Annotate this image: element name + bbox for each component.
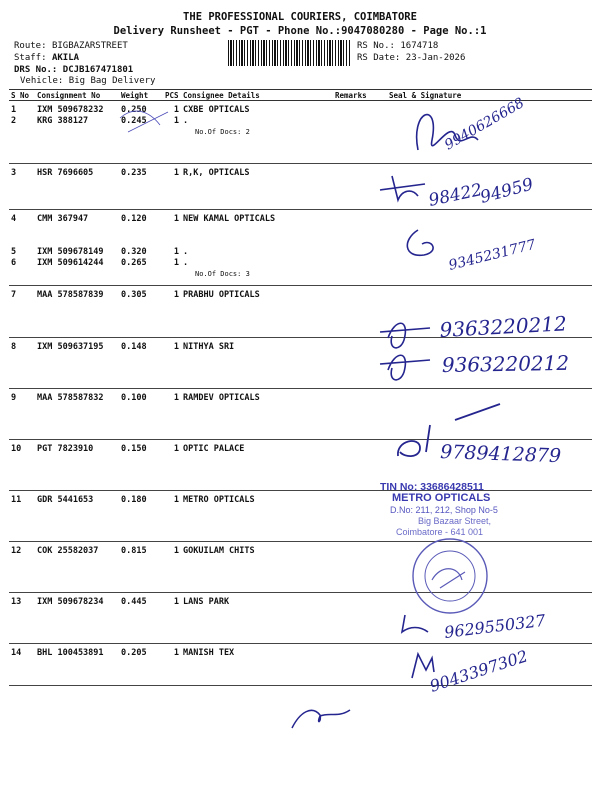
docs-count: No.Of Docs: 3 bbox=[195, 270, 250, 278]
stamp-line-3: D.No: 211, 212, Shop No-5 bbox=[390, 505, 498, 515]
cell-consignee-value bbox=[183, 236, 331, 247]
cell-consignee-value: METRO OPTICALS bbox=[183, 495, 255, 505]
cell-weight-value: 0.148 bbox=[121, 342, 147, 352]
signature-number-13: 9629550327 bbox=[443, 610, 547, 642]
cell-signature bbox=[387, 286, 592, 338]
signature-number-4: 9345231777 bbox=[447, 236, 538, 274]
cell-sno bbox=[9, 389, 35, 440]
cell-consignee bbox=[181, 164, 333, 210]
cell-weight-value: 0.180 bbox=[121, 495, 147, 505]
vehicle-value: Big Bag Delivery bbox=[68, 76, 156, 86]
stamp-line-4: Big Bazaar Street, bbox=[418, 516, 492, 526]
cell-consignee bbox=[181, 286, 333, 338]
cell-pcs bbox=[163, 286, 181, 338]
cell-consignee-value: CXBE OPTICALS bbox=[183, 105, 250, 115]
table-row bbox=[9, 164, 592, 210]
cell-remarks bbox=[333, 389, 387, 440]
cell-weight-value bbox=[121, 225, 161, 236]
cell-sno bbox=[9, 491, 35, 542]
cell-consignee bbox=[181, 491, 333, 542]
cell-pcs bbox=[163, 491, 181, 542]
cell-consignment bbox=[35, 491, 119, 542]
cell-signature bbox=[387, 389, 592, 440]
cell-consignment-value: CMM 367947 bbox=[37, 214, 89, 224]
col-weight: Weight bbox=[119, 90, 163, 101]
cell-consignment bbox=[35, 542, 119, 593]
cell-pcs bbox=[163, 644, 181, 686]
col-consignment: Consignment No bbox=[35, 90, 119, 101]
cell-consignment bbox=[35, 210, 119, 286]
staff-label: Staff: bbox=[14, 53, 47, 63]
cell-consignment-value: MAA 578587839 bbox=[37, 290, 104, 300]
cell-pcs-value: 1 bbox=[173, 116, 179, 126]
table-row bbox=[9, 101, 592, 164]
staff-value: AKILA bbox=[51, 53, 80, 63]
cell-sno-value: 14 bbox=[11, 648, 22, 658]
cell-consignment-value: IXM 509678232 bbox=[37, 105, 104, 115]
docs-count: No.Of Docs: 2 bbox=[195, 128, 250, 136]
cell-sno-value bbox=[11, 225, 33, 236]
cell-consignment bbox=[35, 593, 119, 644]
cell-consignee-value: RAMDEV OPTICALS bbox=[183, 393, 260, 403]
col-remarks: Remarks bbox=[333, 90, 387, 101]
cell-consignment-value: IXM 509637195 bbox=[37, 342, 104, 352]
cell-remarks bbox=[333, 491, 387, 542]
barcode bbox=[228, 40, 350, 66]
cell-consignment bbox=[35, 338, 119, 389]
cell-pcs-value: 1 bbox=[173, 444, 179, 454]
cell-sno bbox=[9, 286, 35, 338]
cell-weight bbox=[119, 542, 163, 593]
cell-pcs-value bbox=[165, 236, 179, 247]
cell-sno bbox=[9, 644, 35, 686]
signature-number-14: 9043397302 bbox=[427, 646, 531, 696]
cell-consignment bbox=[35, 644, 119, 686]
cell-sno bbox=[9, 440, 35, 491]
cell-remarks bbox=[333, 440, 387, 491]
cell-consignee-value: LANS PARK bbox=[183, 597, 230, 607]
cell-consignment-value: COK 25582037 bbox=[37, 546, 99, 556]
route-label: Route: bbox=[14, 41, 47, 51]
cell-weight-value: 0.305 bbox=[121, 290, 147, 300]
table-row bbox=[9, 389, 592, 440]
cell-consignee bbox=[181, 542, 333, 593]
rs-date-line bbox=[357, 53, 465, 63]
signature-number-7: 9363220212 bbox=[439, 311, 568, 342]
cell-consignment bbox=[35, 286, 119, 338]
cell-weight bbox=[119, 286, 163, 338]
cell-weight bbox=[119, 593, 163, 644]
cell-pcs-value bbox=[165, 225, 179, 236]
table-row bbox=[9, 286, 592, 338]
cell-sno-value: 12 bbox=[11, 546, 22, 556]
cell-consignment-value: MAA 578587832 bbox=[37, 393, 104, 403]
cell-sno bbox=[9, 101, 35, 164]
cell-consignment-value: HSR 7696605 bbox=[37, 168, 94, 178]
cell-consignment-value: BHL 100453891 bbox=[37, 648, 104, 658]
cell-remarks bbox=[333, 164, 387, 210]
cell-signature bbox=[387, 101, 592, 164]
signature-number-8: 9363220212 bbox=[441, 350, 570, 377]
cell-signature bbox=[387, 164, 592, 210]
cell-weight-value: 0.815 bbox=[121, 546, 147, 556]
cell-remarks bbox=[333, 542, 387, 593]
cell-weight-value: 0.120 bbox=[121, 214, 147, 224]
signature-number-1: 9940626668 bbox=[442, 95, 528, 154]
signature-number-10: 9789412879 bbox=[439, 441, 562, 468]
route-line bbox=[14, 41, 128, 51]
cell-weight bbox=[119, 101, 163, 164]
cell-pcs bbox=[163, 440, 181, 491]
col-consignee: Consignee Details bbox=[181, 90, 333, 101]
cell-consignment-value bbox=[37, 236, 117, 247]
cell-consignment bbox=[35, 389, 119, 440]
vehicle-line bbox=[20, 76, 155, 86]
signature-number-3a: 98422 bbox=[426, 180, 484, 211]
cell-sno-value: 3 bbox=[11, 168, 17, 178]
rs-no-line bbox=[357, 41, 438, 51]
cell-signature bbox=[387, 491, 592, 542]
cell-consignment bbox=[35, 440, 119, 491]
cell-pcs-value: 1 bbox=[173, 168, 179, 178]
cell-signature bbox=[387, 210, 592, 286]
rs-date-value: 23-Jan-2026 bbox=[405, 53, 466, 63]
stamp-line-2: METRO OPTICALS bbox=[392, 492, 491, 504]
route-value: BIGBAZARSTREET bbox=[51, 41, 128, 51]
cell-weight-value: 0.445 bbox=[121, 597, 147, 607]
cell-consignee-value: PRABHU OPTICALS bbox=[183, 290, 260, 300]
cell-consignment bbox=[35, 101, 119, 164]
cell-weight-value: 0.100 bbox=[121, 393, 147, 403]
cell-consignment-value: IXM 509678149 bbox=[37, 247, 104, 257]
cell-weight-value: 0.250 bbox=[121, 105, 147, 115]
stamp-line-1: TIN No: 33686428511 bbox=[380, 481, 484, 493]
drs-value: DCJB167471801 bbox=[62, 65, 134, 75]
table-row bbox=[9, 210, 592, 286]
cell-consignee bbox=[181, 389, 333, 440]
cell-consignee bbox=[181, 210, 333, 286]
cell-pcs-value: 1 bbox=[173, 105, 179, 115]
cell-pcs-value: 1 bbox=[173, 290, 179, 300]
cell-pcs bbox=[163, 101, 181, 164]
cell-pcs bbox=[163, 164, 181, 210]
cell-weight-value: 0.320 bbox=[121, 247, 147, 257]
cell-sno-value: 9 bbox=[11, 393, 17, 403]
cell-weight bbox=[119, 164, 163, 210]
table-row bbox=[9, 338, 592, 389]
cell-sno-value: 2 bbox=[11, 116, 17, 126]
cell-weight-value: 0.235 bbox=[121, 168, 147, 178]
cell-sno-value bbox=[11, 236, 33, 247]
cell-pcs-value: 1 bbox=[173, 393, 179, 403]
cell-consignee-value: MANISH TEX bbox=[183, 648, 235, 658]
cell-sno-value: 6 bbox=[11, 258, 17, 268]
table-row bbox=[9, 440, 592, 491]
cell-consignee-value: . bbox=[183, 247, 189, 257]
rs-date-label: RS Date: bbox=[357, 53, 401, 63]
cell-pcs-value: 1 bbox=[173, 597, 179, 607]
cell-consignee bbox=[181, 440, 333, 491]
runsheet-subtitle: Delivery Runsheet - PGT - Phone No.:9047080280 - Page No.:1 bbox=[113, 25, 487, 37]
cell-consignment-value: KRG 388127 bbox=[37, 116, 89, 126]
cell-signature bbox=[387, 593, 592, 644]
signature-number-3b: 94959 bbox=[478, 174, 536, 208]
cell-sno-value: 7 bbox=[11, 290, 17, 300]
cell-pcs bbox=[163, 338, 181, 389]
cell-weight-value: 0.150 bbox=[121, 444, 147, 454]
cell-weight bbox=[119, 338, 163, 389]
cell-consignee-value: R,K, OPTICALS bbox=[183, 168, 250, 178]
cell-pcs bbox=[163, 593, 181, 644]
rs-no-label: RS No.: bbox=[357, 41, 395, 51]
cell-weight bbox=[119, 210, 163, 286]
cell-sno bbox=[9, 542, 35, 593]
cell-pcs-value: 1 bbox=[173, 546, 179, 556]
cell-pcs-value: 1 bbox=[173, 495, 179, 505]
table-row bbox=[9, 491, 592, 542]
cell-remarks bbox=[333, 210, 387, 286]
cell-weight bbox=[119, 440, 163, 491]
cell-pcs bbox=[163, 210, 181, 286]
cell-weight bbox=[119, 389, 163, 440]
table-body bbox=[9, 101, 592, 686]
drs-line bbox=[14, 65, 133, 75]
bottom-scribble bbox=[292, 710, 350, 728]
cell-remarks bbox=[333, 101, 387, 164]
cell-consignee-value: . bbox=[183, 116, 189, 126]
cell-consignment-value: GDR 5441653 bbox=[37, 495, 94, 505]
table-row bbox=[9, 593, 592, 644]
cell-remarks bbox=[333, 286, 387, 338]
table-row bbox=[9, 542, 592, 593]
vehicle-label: Vehicle: bbox=[20, 76, 64, 86]
cell-pcs-value: 1 bbox=[173, 342, 179, 352]
cell-weight-value bbox=[121, 236, 161, 247]
cell-sno-value: 11 bbox=[11, 495, 22, 505]
table-row bbox=[9, 644, 592, 686]
rs-no-value: 1674718 bbox=[400, 41, 439, 51]
cell-remarks bbox=[333, 338, 387, 389]
cell-sno bbox=[9, 338, 35, 389]
cell-weight-value: 0.265 bbox=[121, 258, 147, 268]
cell-consignee-value: GOKUILAM CHITS bbox=[183, 546, 255, 556]
col-signature: Seal & Signature bbox=[387, 90, 592, 101]
cell-consignee bbox=[181, 644, 333, 686]
cell-weight-value: 0.245 bbox=[121, 116, 147, 126]
cell-weight bbox=[119, 644, 163, 686]
cell-remarks bbox=[333, 593, 387, 644]
cell-consignee-value: NITHYA SRI bbox=[183, 342, 235, 352]
cell-pcs-value: 1 bbox=[173, 247, 179, 257]
cell-sno bbox=[9, 210, 35, 286]
table-header bbox=[9, 90, 592, 101]
cell-consignment-value: PGT 7823910 bbox=[37, 444, 94, 454]
cell-remarks bbox=[333, 644, 387, 686]
cell-signature bbox=[387, 542, 592, 593]
cell-sno bbox=[9, 593, 35, 644]
cell-consignment-value bbox=[37, 225, 117, 236]
cell-sno-value: 4 bbox=[11, 214, 17, 224]
cell-sno-value: 13 bbox=[11, 597, 22, 607]
cell-sno-value: 8 bbox=[11, 342, 17, 352]
cell-consignee bbox=[181, 101, 333, 164]
cell-signature bbox=[387, 644, 592, 686]
cell-weight-value: 0.205 bbox=[121, 648, 147, 658]
drs-label: DRS No.: bbox=[14, 65, 58, 75]
cell-pcs-value: 1 bbox=[173, 648, 179, 658]
cell-consignee-value: NEW KAMAL OPTICALS bbox=[183, 214, 276, 224]
cell-pcs bbox=[163, 389, 181, 440]
runsheet-table bbox=[9, 89, 592, 686]
cell-pcs-value: 1 bbox=[173, 214, 179, 224]
cell-consignment-value: IXM 509614244 bbox=[37, 258, 104, 268]
cell-consignee-value: OPTIC PALACE bbox=[183, 444, 245, 454]
cell-sno-value: 5 bbox=[11, 247, 17, 257]
stamp-line-5: Coimbatore - 641 001 bbox=[396, 527, 484, 537]
col-sno: S No bbox=[9, 90, 35, 101]
cell-consignment bbox=[35, 164, 119, 210]
cell-weight bbox=[119, 491, 163, 542]
cell-consignee bbox=[181, 338, 333, 389]
cell-sno bbox=[9, 164, 35, 210]
cell-consignee bbox=[181, 593, 333, 644]
cell-pcs-value: 1 bbox=[173, 258, 179, 268]
staff-line bbox=[14, 53, 79, 63]
cell-signature bbox=[387, 440, 592, 491]
cell-consignment-value: IXM 509678234 bbox=[37, 597, 104, 607]
cell-pcs bbox=[163, 542, 181, 593]
cell-sno-value: 1 bbox=[11, 105, 17, 115]
cell-consignee-value bbox=[183, 225, 331, 236]
cell-signature bbox=[387, 338, 592, 389]
company-title: THE PROFESSIONAL COURIERS, COIMBATORE bbox=[183, 11, 417, 23]
col-pcs: PCS bbox=[163, 90, 181, 101]
cell-consignee-value: . bbox=[183, 258, 189, 268]
cell-sno-value: 10 bbox=[11, 444, 22, 454]
